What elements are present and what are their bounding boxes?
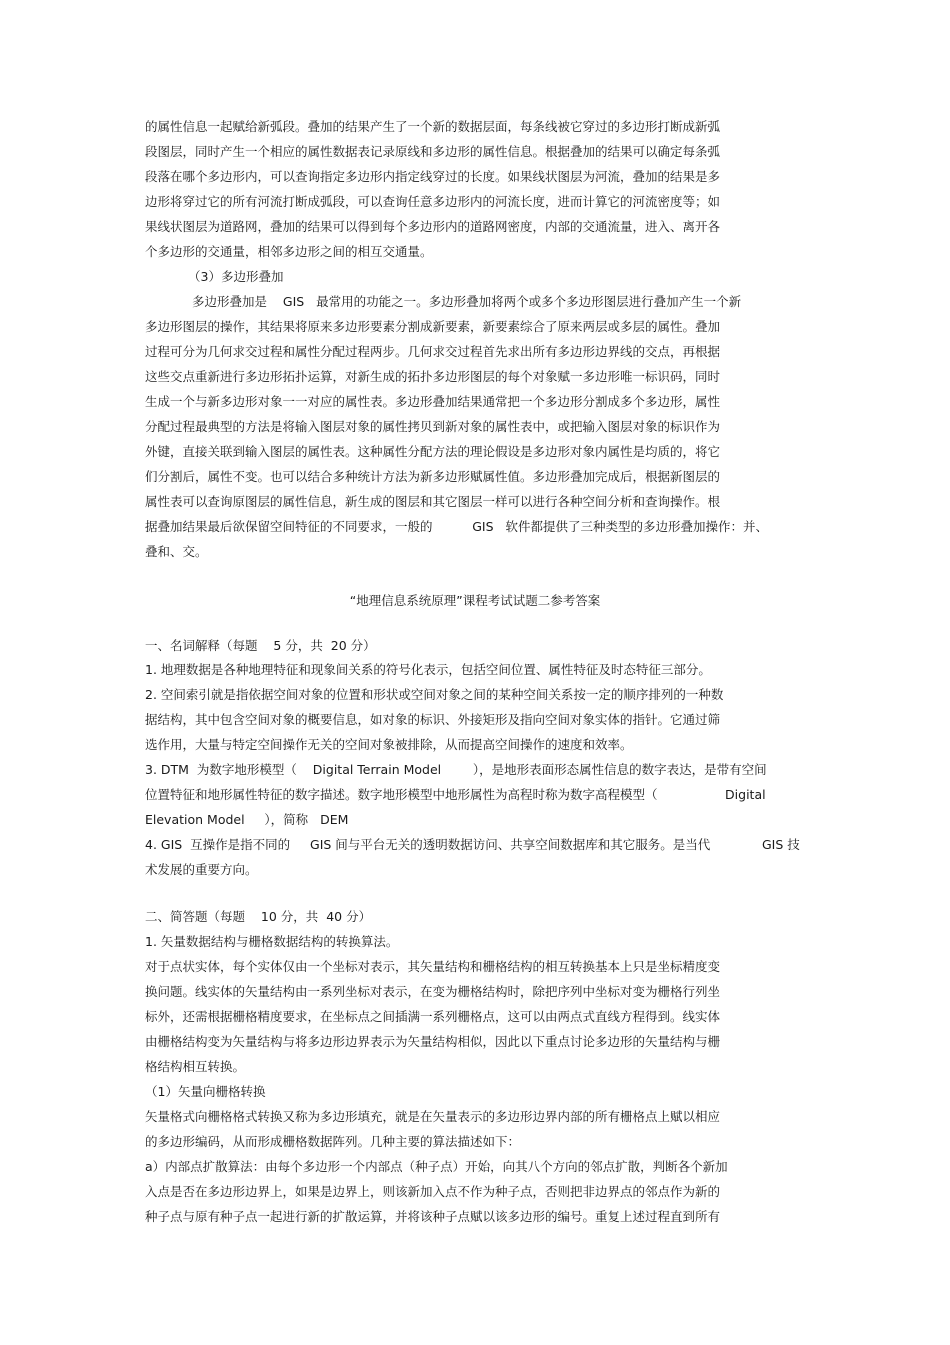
text-line: 据结构，其中包含空间对象的概要信息，如对象的标识、外接矩形及指向空间对象实体的指针。它通过筛	[145, 712, 721, 727]
text-line: 入点是否在多边形边界上，如果是边界上，则该新加入点不作为种子点，否则把非边界点的邻点作为新的	[145, 1184, 721, 1199]
section-heading: 一、名词解释（每题 5 分，共 20 分）	[145, 638, 376, 653]
text-line: 过程可分为几何求交过程和属性分配过程两步。几何求交过程首先求出所有多边形边界线的交点，再根据	[145, 344, 721, 359]
text-line: 2. 空间索引就是指依据空间对象的位置和形状或空间对象之间的某种空间关系按一定的顺序排列的一种数	[145, 687, 724, 702]
text-line: 多边形图层的操作，其结果将原来多边形要素分割成新要素，新要素综合了原来两层或多层的属性。叠加	[145, 319, 721, 334]
text-line: 属性表可以查询原图层的属性信息，新生成的图层和其它图层一样可以进行各种空间分析和查询操作。根	[145, 494, 721, 509]
paragraph-first-line: 多边形叠加是 GIS 最常用的功能之一。多边形叠加将两个或多个多边形图层进行叠加产生一个新	[192, 294, 742, 309]
text-line: 选作用，大量与特定空间操作无关的空间对象被排除，从而提高空间操作的速度和效率。	[145, 737, 633, 752]
section-heading: （3）多边形叠加	[188, 269, 284, 284]
section-heading: 二、简答题（每题 10 分，共 40 分）	[145, 909, 372, 924]
section-heading: （1）矢量向栅格转换	[145, 1084, 266, 1099]
text-line: 叠和、交。	[145, 544, 208, 559]
text-line: 1. 地理数据是各种地理特征和现象间关系的符号化表示，包括空间位置、属性特征及时态特征三部分。	[145, 662, 711, 677]
text-line: 4. GIS 互操作是指不同的 GIS 间与平台无关的透明数据访问、共享空间数据库和其它服务。是当代 GIS 技	[145, 837, 800, 852]
text-line: 生成一个与新多边形对象一一对应的属性表。多边形叠加结果通常把一个多边形分割成多个多边形，属性	[145, 394, 721, 409]
text-line: 由栅格结构变为矢量结构与将多边形边界表示为矢量结构相似，因此以下重点讨论多边形的矢量结构与栅	[145, 1034, 721, 1049]
text-line: 格结构相互转换。	[145, 1059, 246, 1074]
text-line: 段图层，同时产生一个相应的属性数据表记录原线和多边形的属性信息。根据叠加的结果可以确定每条弧	[145, 144, 721, 159]
text-line: a）内部点扩散算法：由每个多边形一个内部点（种子点）开始，向其八个方向的邻点扩散，判断各个新加	[145, 1159, 728, 1174]
text-line: 段落在哪个多边形内，可以查询指定多边形内指定线穿过的长度。如果线状图层为河流，叠加的结果是多	[145, 169, 721, 184]
text-line: 术发展的重要方向。	[145, 862, 258, 877]
text-line: 换问题。线实体的矢量结构由一系列坐标对表示，在变为栅格结构时，除把序列中坐标对变为栅格行列坐	[145, 984, 721, 999]
text-line: 矢量格式向栅格格式转换又称为多边形填充，就是在矢量表示的多边形边界内部的所有栅格点上赋以相应	[145, 1109, 721, 1124]
text-line: 个多边形的交通量，相邻多边形之间的相互交通量。	[145, 244, 433, 259]
text-line: Elevation Model ），简称 DEM	[145, 812, 349, 827]
text-line: 果线状图层为道路网，叠加的结果可以得到每个多边形内的道路网密度，内部的交通流量，进入、离开各	[145, 219, 721, 234]
text-line: 位置特征和地形属性特征的数字描述。数字地形模型中地形属性为高程时称为数字高程模型（ Digital	[145, 787, 766, 802]
document-title: “地理信息系统原理”课程考试试题二参考答案	[349, 593, 601, 608]
text-line: 的属性信息一起赋给新弧段。叠加的结果产生了一个新的数据层面，每条线被它穿过的多边形打断成新弧	[145, 119, 721, 134]
text-line: 对于点状实体，每个实体仅由一个坐标对表示，其矢量结构和栅格结构的相互转换基本上只是坐标精度变	[145, 959, 721, 974]
text-line: 外键，直接关联到输入图层的属性表。这种属性分配方法的理论假设是多边形对象内属性是均质的，将它	[145, 444, 721, 459]
text-line: 们分割后，属性不变。也可以结合多种统计方法为新多边形赋属性值。多边形叠加完成后，根据新图层的	[145, 469, 721, 484]
text-line: 据叠加结果最后欲保留空间特征的不同要求，一般的 GIS 软件都提供了三种类型的多边形叠加操作：并、	[145, 519, 768, 534]
text-line: 种子点与原有种子点一起进行新的扩散运算，并将该种子点赋以该多边形的编号。重复上述过程直到所有	[145, 1209, 721, 1224]
text-line: 边形将穿过它的所有河流打断成弧段，可以查询任意多边形内的河流长度，进而计算它的河流密度等；如	[145, 194, 721, 209]
text-line: 标外，还需根据栅格精度要求，在坐标点之间插满一系列栅格点，这可以由两点式直线方程得到。线实体	[145, 1009, 721, 1024]
text-line: 3. DTM 为数字地形模型（ Digital Terrain Model ），是地形表面形态属性信息的数字表达，是带有空间	[145, 762, 767, 777]
text-line: 的多边形编码，从而形成栅格数据阵列。几种主要的算法描述如下：	[145, 1134, 521, 1149]
text-line: 这些交点重新进行多边形拓扑运算，对新生成的拓扑多边形图层的每个对象赋一多边形唯一标识码，同时	[145, 369, 721, 384]
text-line: 1. 矢量数据结构与栅格数据结构的转换算法。	[145, 934, 399, 949]
text-line: 分配过程最典型的方法是将输入图层对象的属性拷贝到新对象的属性表中，或把输入图层对象的标识作为	[145, 419, 721, 434]
